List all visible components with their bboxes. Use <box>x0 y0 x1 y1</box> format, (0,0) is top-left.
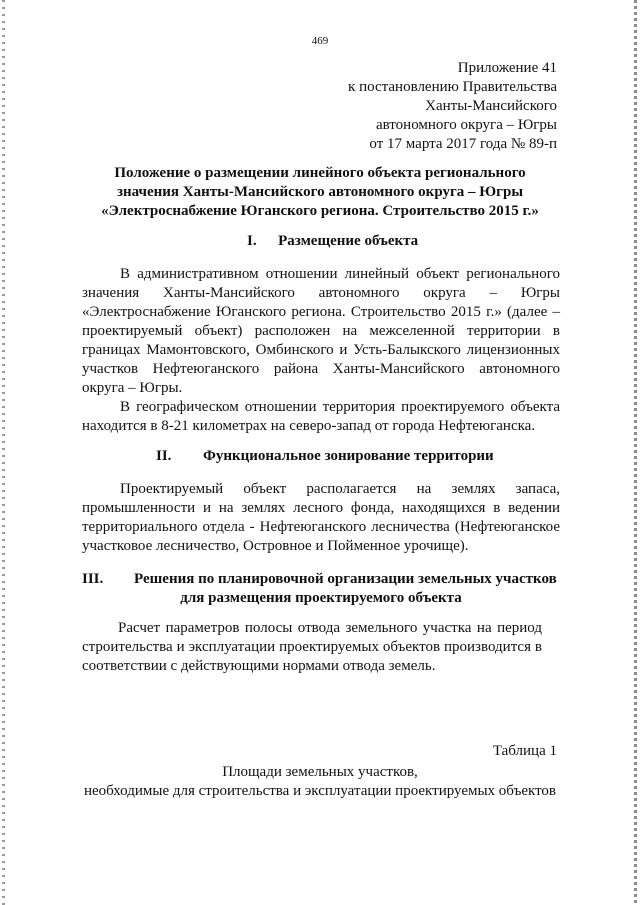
text-line: значения Ханты-Мансийского автономного округа – Югры <box>82 285 560 301</box>
section-1-heading <box>247 233 418 250</box>
caption-line: необходимые для строительства и эксплуатации проектируемых объектов <box>83 783 557 799</box>
text-line: В административном отношении линейный объект регионального <box>120 266 560 282</box>
text-line: промышленности и на землях лесного фонда, находящихся в ведении <box>82 500 560 516</box>
section-1-paragraph-2 <box>82 398 560 436</box>
title-line: Положение о размещении линейного объекта регионального <box>114 165 526 181</box>
appendix-line: Ханты-Мансийского <box>425 98 557 114</box>
table-label: Таблица 1 <box>492 743 557 759</box>
section-2-heading <box>156 448 494 465</box>
page-number: 469 <box>311 35 329 47</box>
text-line: границах Мамонтовского, Омбинского и Усть-Балыкского лицензионных <box>82 342 560 358</box>
appendix-line: Приложение 41 <box>457 60 557 76</box>
appendix-line: от 17 марта 2017 года № 89-п <box>369 136 557 152</box>
scan-edge-left <box>2 0 5 905</box>
document-title <box>60 164 580 221</box>
section-number: I. <box>247 233 257 249</box>
text-line: территориального отдела - Нефтеюганского лесничества (Нефтеюганское <box>82 519 560 535</box>
text-line: Расчет параметров полосы отвода земельного участка на период <box>118 620 542 636</box>
text-line: В географическом отношении территория проектируемого объекта <box>120 399 560 415</box>
appendix-line: к постановлению Правительства <box>348 79 557 95</box>
text-line: соответствии с действующими нормами отвода земель. <box>82 658 436 674</box>
section-title: для размещения проектируемого объекта <box>180 590 462 606</box>
section-number: III. <box>82 571 104 587</box>
section-title: Функциональное зонирование территории <box>202 448 494 464</box>
table-caption <box>70 763 570 801</box>
title-line: «Электроснабжение Юганского региона. Строительство 2015 г.» <box>101 203 539 219</box>
section-2-paragraph <box>82 480 560 556</box>
scan-edge-right <box>634 0 637 905</box>
section-number: II. <box>156 448 172 464</box>
text-line: строительства и эксплуатации проектируемых объектов производится в <box>82 639 542 655</box>
text-line: участковое лесничество, Островное и Пойменное урочище). <box>82 538 469 554</box>
text-line: округа – Югры. <box>82 380 183 396</box>
caption-line: Площади земельных участков, <box>222 764 418 780</box>
text-line: Проектируемый объект располагается на землях запаса, <box>120 481 560 497</box>
section-title: Размещение объекта <box>278 233 419 249</box>
text-line: «Электроснабжение Юганского региона. Строительство 2015 г.» (далее – <box>82 304 560 320</box>
text-line: проектируемый объект) расположен на межселенной территории в <box>82 323 560 339</box>
section-title: Решения по планировочной организации земельных участков <box>134 571 557 587</box>
title-line: значения Ханты-Мансийского автономного округа – Югры <box>116 184 524 200</box>
section-1-paragraph-1 <box>82 265 560 398</box>
text-line: находится в 8-21 километрах на северо-запад от города Нефтеюганска. <box>82 418 536 434</box>
text-line: участков Нефтеюганского района Ханты-Мансийского автономного <box>82 361 560 377</box>
appendix-line: автономного округа – Югры <box>375 117 557 133</box>
section-3-paragraph <box>82 619 542 676</box>
appendix-header <box>348 59 557 154</box>
